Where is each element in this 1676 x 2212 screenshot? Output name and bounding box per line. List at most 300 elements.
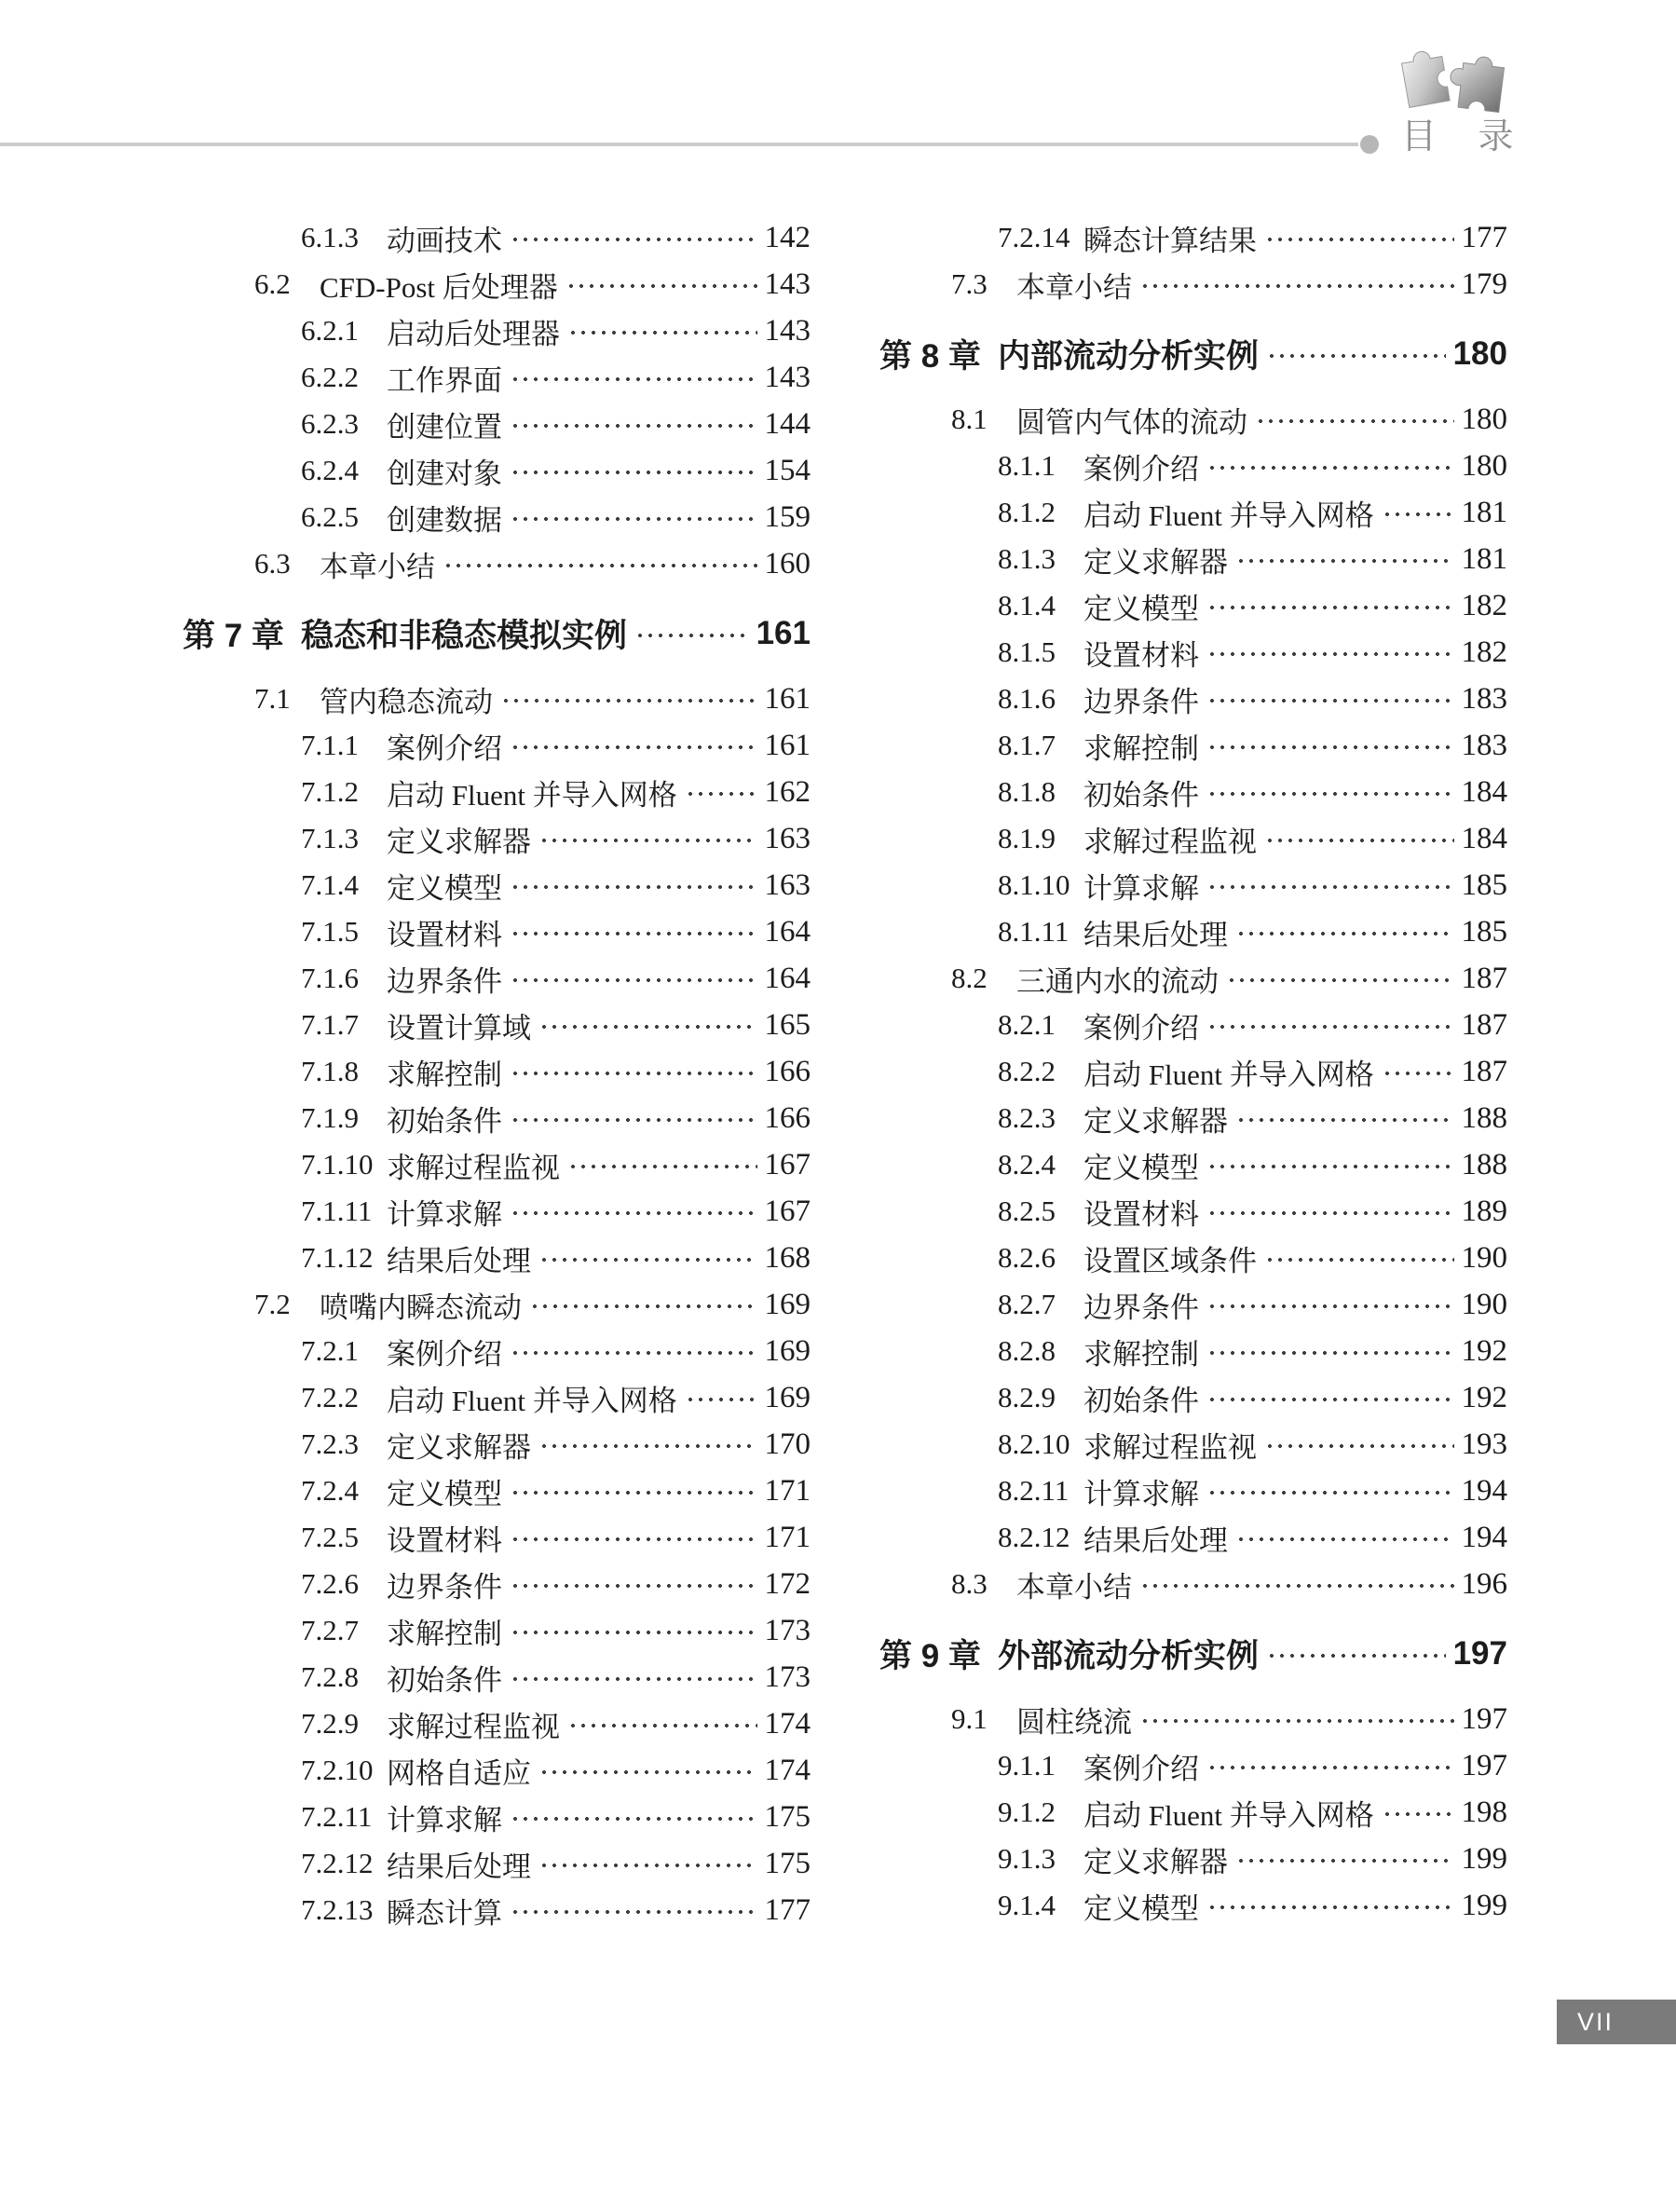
leader-dots [1210, 1766, 1454, 1769]
entry-number: 8.2.11 [998, 1474, 1070, 1507]
entry-number: 9.1.2 [998, 1796, 1056, 1828]
leader-dots [542, 1444, 757, 1448]
entry-page: 169 [764, 1333, 811, 1368]
entry-title: 案例介绍 [1083, 1752, 1199, 1785]
leader-dots [638, 634, 749, 637]
toc-entry [816, 1141, 1507, 1188]
entry-page: 198 [1461, 1795, 1507, 1829]
toc-entry [119, 862, 811, 908]
toc-entry [816, 1789, 1507, 1836]
toc-entry [816, 1281, 1507, 1328]
entry-title: 案例介绍 [1083, 452, 1199, 485]
entry-title: 创建对象 [387, 457, 502, 490]
entry-page: 183 [1461, 681, 1507, 716]
leader-dots [571, 1165, 757, 1168]
entry-title: 初始条件 [387, 1663, 502, 1697]
entry-number: 8.1.4 [998, 589, 1056, 621]
entry-number: 6.2.1 [301, 314, 359, 347]
entry-title: 设置材料 [1083, 1197, 1199, 1231]
entry-title: 三通内水的流动 [1016, 964, 1219, 998]
entry-number: 8.2.4 [998, 1148, 1056, 1181]
leader-dots [1239, 1537, 1454, 1541]
leader-dots [1210, 606, 1454, 609]
toc-entry [816, 769, 1507, 815]
entry-number: 6.2 [254, 267, 291, 300]
entry-page: 143 [764, 313, 811, 348]
entry-number: 7.1.3 [301, 822, 359, 854]
entry-page: 199 [1461, 1888, 1507, 1922]
leader-dots [513, 1817, 757, 1821]
entry-number: 6.2.4 [301, 454, 359, 486]
toc-entry [816, 1048, 1507, 1095]
entry-page: 199 [1461, 1841, 1507, 1876]
leader-dots [1210, 1304, 1454, 1308]
toc-entry [119, 955, 811, 1002]
toc-column-right [816, 0, 1507, 1929]
leader-dots [1210, 1211, 1454, 1215]
entry-title: 求解过程监视 [1083, 825, 1257, 858]
toc-entry [119, 1468, 811, 1514]
toc-entry [119, 214, 811, 261]
toc-entry [119, 815, 811, 862]
entry-page: 174 [764, 1753, 811, 1787]
entry-page: 171 [764, 1520, 811, 1554]
entry-number: 7.1.1 [301, 729, 359, 761]
leader-dots [542, 839, 757, 842]
entry-page: 161 [756, 615, 811, 651]
leader-dots [1210, 1491, 1454, 1495]
leader-dots [688, 792, 757, 796]
toc-entry [119, 1840, 811, 1887]
toc-entry [119, 261, 811, 307]
toc-entry [816, 1742, 1507, 1789]
leader-dots [542, 1258, 757, 1262]
entry-page: 167 [764, 1194, 811, 1228]
entry-title: 求解过程监视 [387, 1151, 560, 1184]
entry-page: 194 [1461, 1520, 1507, 1554]
toc-entry [119, 1794, 811, 1840]
toc-entry [119, 1188, 811, 1235]
entry-number: 9.1 [951, 1702, 988, 1735]
entry-page: 161 [764, 728, 811, 762]
leader-dots [513, 1631, 757, 1634]
entry-title: 设置材料 [387, 1523, 502, 1557]
entry-number: 8.2.5 [998, 1195, 1056, 1227]
entry-page: 182 [1461, 588, 1507, 622]
entry-title: 定义求解器 [1083, 1104, 1228, 1138]
entry-page: 168 [764, 1240, 811, 1275]
entry-page: 175 [764, 1799, 811, 1834]
entry-number: 9.1.4 [998, 1889, 1056, 1921]
entry-title: 计算求解 [387, 1197, 502, 1231]
entry-title: 定义模型 [1083, 592, 1199, 625]
entry-page: 163 [764, 867, 811, 902]
leader-dots [1239, 1118, 1454, 1122]
leader-dots [1210, 885, 1454, 889]
toc-entry [816, 396, 1507, 443]
entry-page: 184 [1461, 774, 1507, 809]
toc-entry [816, 1421, 1507, 1468]
entry-title: 启动 Fluent 并导入网格 [1083, 498, 1374, 532]
entry-page: 177 [764, 1892, 811, 1927]
entry-title: 定义模型 [387, 871, 502, 905]
entry-title: 设置区域条件 [1083, 1244, 1257, 1277]
entry-number: 6.2.3 [301, 407, 359, 440]
leader-dots [513, 1584, 757, 1588]
leader-dots [513, 1910, 757, 1914]
entry-title: 定义求解器 [1083, 1845, 1228, 1878]
entry-title: 创建数据 [387, 503, 502, 537]
toc-entry [816, 955, 1507, 1002]
entry-title: 稳态和非稳态模拟实例 [301, 618, 628, 654]
page-number-badge [1557, 2000, 1676, 2044]
toc-entry [119, 1561, 811, 1607]
entry-number: 7.1.5 [301, 915, 359, 948]
entry-title: 瞬态计算结果 [1083, 224, 1257, 257]
leader-dots [1259, 419, 1454, 423]
leader-dots [1210, 699, 1454, 703]
leader-dots [571, 331, 757, 335]
toc-entry [816, 1328, 1507, 1374]
entry-number: 8.1.3 [998, 542, 1056, 575]
entry-title: 边界条件 [387, 1570, 502, 1604]
leader-dots [1385, 1072, 1454, 1075]
entry-number: 7.2.7 [301, 1614, 359, 1646]
entry-title: 设置材料 [1083, 638, 1199, 672]
entry-page: 182 [1461, 635, 1507, 669]
leader-dots [1210, 1025, 1454, 1029]
toc-entry [816, 536, 1507, 582]
leader-dots [513, 1491, 757, 1495]
leader-dots [513, 1537, 757, 1541]
entry-title: 本章小结 [1016, 270, 1132, 304]
toc-entry [816, 722, 1507, 769]
toc-entry [119, 1421, 811, 1468]
toc-entry [119, 606, 811, 662]
entry-number: 8.2.10 [998, 1427, 1070, 1460]
leader-dots [1385, 1812, 1454, 1816]
toc-entry [816, 1836, 1507, 1882]
toc-entry [119, 401, 811, 447]
entry-title: 边界条件 [1083, 685, 1199, 718]
entry-page: 197 [1452, 1635, 1507, 1672]
entry-page: 169 [764, 1287, 811, 1321]
entry-number: 8.2.2 [998, 1055, 1056, 1087]
leader-dots [1210, 1905, 1454, 1909]
toc-entry [119, 447, 811, 494]
leader-dots [1210, 1351, 1454, 1355]
entry-title: 启动 Fluent 并导入网格 [387, 1384, 677, 1417]
entry-page: 144 [764, 406, 811, 441]
leader-dots [1210, 652, 1454, 656]
toc-entry [119, 354, 811, 401]
entry-page: 190 [1461, 1287, 1507, 1321]
entry-number: 7.2.4 [301, 1474, 359, 1507]
entry-title: 定义模型 [387, 1477, 502, 1510]
entry-title: 动画技术 [387, 224, 502, 257]
entry-title: 喷嘴内瞬态流动 [320, 1290, 522, 1324]
entry-number: 7.2.1 [301, 1334, 359, 1367]
entry-title: 案例介绍 [387, 731, 502, 765]
leader-dots [1239, 559, 1454, 563]
entry-number: 第 7 章 [183, 618, 284, 654]
entry-page: 185 [1461, 867, 1507, 902]
leader-dots [513, 424, 757, 428]
toc-entry [816, 676, 1507, 722]
toc-entry [816, 582, 1507, 629]
entry-page: 169 [764, 1380, 811, 1414]
leader-dots [1268, 839, 1454, 842]
toc-entry [816, 326, 1507, 382]
entry-page: 185 [1461, 914, 1507, 949]
leader-dots [1210, 745, 1454, 749]
entry-page: 180 [1461, 448, 1507, 483]
entry-page: 180 [1461, 402, 1507, 436]
leader-dots [1239, 932, 1454, 935]
leader-dots [513, 1677, 757, 1681]
entry-number: 6.3 [254, 547, 291, 580]
toc-entry [119, 908, 811, 955]
leader-dots [1210, 1165, 1454, 1168]
leader-dots [513, 1211, 757, 1215]
entry-title: 结果后处理 [1083, 1523, 1228, 1557]
leader-dots [533, 1304, 757, 1308]
entry-title: 启动 Fluent 并导入网格 [1083, 1798, 1374, 1832]
entry-number: 7.2.9 [301, 1707, 359, 1740]
entry-title: 圆管内气体的流动 [1016, 405, 1247, 439]
entry-page: 166 [764, 1054, 811, 1088]
entry-title: 计算求解 [1083, 1477, 1199, 1510]
entry-number: 7.1.12 [301, 1241, 374, 1274]
entry-page: 164 [764, 961, 811, 995]
entry-title: 定义模型 [1083, 1891, 1199, 1925]
leader-dots [513, 1118, 757, 1122]
leader-dots [542, 1864, 757, 1867]
entry-title: 定义求解器 [1083, 545, 1228, 579]
entry-number: 7.2.10 [301, 1754, 374, 1786]
entry-number: 8.1.9 [998, 822, 1056, 854]
toc-entry [119, 1002, 811, 1048]
entry-number: 8.2.9 [998, 1381, 1056, 1413]
entry-page: 154 [764, 453, 811, 487]
entry-title: CFD-Post 后处理器 [320, 270, 558, 304]
entry-page: 188 [1461, 1147, 1507, 1181]
entry-page: 167 [764, 1147, 811, 1181]
toc-entry [816, 1514, 1507, 1561]
entry-number: 8.1.5 [998, 635, 1056, 668]
entry-page: 197 [1461, 1701, 1507, 1736]
toc-entry [119, 1141, 811, 1188]
entry-title: 管内稳态流动 [320, 685, 493, 718]
entry-page: 143 [764, 266, 811, 301]
entry-number: 8.1.6 [998, 682, 1056, 715]
toc-entry [119, 1281, 811, 1328]
leader-dots [542, 1025, 757, 1029]
entry-number: 9.1.3 [998, 1842, 1056, 1875]
entry-page: 170 [764, 1427, 811, 1461]
entry-page: 183 [1461, 728, 1507, 762]
leader-dots [1385, 512, 1454, 516]
leader-dots [542, 1770, 757, 1774]
entry-number: 7.2 [254, 1288, 291, 1320]
entry-page: 188 [1461, 1100, 1507, 1135]
entry-title: 定义求解器 [387, 825, 531, 858]
leader-dots [569, 284, 757, 288]
entry-page: 181 [1461, 495, 1507, 529]
entry-page: 192 [1461, 1380, 1507, 1414]
leader-dots [1210, 1398, 1454, 1401]
entry-page: 173 [764, 1659, 811, 1694]
toc-entry [119, 540, 811, 587]
entry-page: 159 [764, 499, 811, 534]
toc-entry [119, 722, 811, 769]
toc-entry [816, 1002, 1507, 1048]
entry-number: 7.2.3 [301, 1427, 359, 1460]
entry-page: 192 [1461, 1333, 1507, 1368]
leader-dots [1268, 238, 1454, 241]
entry-title: 初始条件 [1083, 778, 1199, 812]
entry-number: 8.2 [951, 962, 988, 994]
entry-page: 160 [764, 546, 811, 580]
entry-title: 求解过程监视 [1083, 1430, 1257, 1464]
toc-entry [119, 1328, 811, 1374]
leader-dots [1270, 1654, 1446, 1658]
entry-title: 初始条件 [1083, 1384, 1199, 1417]
entry-page: 194 [1461, 1473, 1507, 1508]
entry-title: 求解过程监视 [387, 1710, 560, 1743]
entry-title: 本章小结 [320, 550, 435, 583]
entry-number: 7.1.7 [301, 1008, 359, 1041]
entry-page: 165 [764, 1007, 811, 1042]
toc-entry [816, 489, 1507, 536]
entry-title: 设置计算域 [387, 1011, 531, 1045]
entry-title: 案例介绍 [387, 1337, 502, 1371]
entry-number: 8.1.11 [998, 915, 1070, 948]
entry-number: 7.2.12 [301, 1847, 374, 1879]
toc-entry [816, 815, 1507, 862]
page-title: 目 录 [1401, 117, 1514, 157]
toc-entry [119, 494, 811, 540]
toc-entry [119, 1607, 811, 1654]
entry-number: 8.2.1 [998, 1008, 1056, 1041]
toc-entry [816, 1468, 1507, 1514]
entry-number: 7.1.8 [301, 1055, 359, 1087]
entry-page: 143 [764, 360, 811, 394]
entry-title: 边界条件 [387, 964, 502, 998]
leader-dots [1143, 1584, 1454, 1588]
toc-entry [119, 1048, 811, 1095]
toc-entry [119, 1514, 811, 1561]
entry-page: 166 [764, 1100, 811, 1135]
leader-dots [1239, 1859, 1454, 1863]
entry-page: 197 [1461, 1748, 1507, 1782]
entry-page: 187 [1461, 1054, 1507, 1088]
entry-number: 第 8 章 [879, 338, 981, 375]
toc-entry [119, 1235, 811, 1281]
entry-page: 181 [1461, 541, 1507, 576]
entry-title: 求解控制 [1083, 731, 1199, 765]
toc-entry [816, 1626, 1507, 1682]
entry-number: 8.2.8 [998, 1334, 1056, 1367]
entry-page: 142 [764, 220, 811, 254]
entry-page: 174 [764, 1706, 811, 1741]
entry-number: 8.2.12 [998, 1521, 1070, 1553]
entry-number: 8.1.1 [998, 449, 1056, 482]
entry-page: 172 [764, 1566, 811, 1601]
entry-number: 8.1.8 [998, 775, 1056, 808]
leader-dots [513, 238, 757, 241]
leader-dots [513, 885, 757, 889]
entry-page: 189 [1461, 1194, 1507, 1228]
toc-entry [816, 261, 1507, 307]
toc-entry [816, 443, 1507, 489]
leader-dots [1230, 978, 1454, 982]
entry-title: 结果后处理 [1083, 918, 1228, 951]
toc-entry [119, 1700, 811, 1747]
entry-number: 7.1.10 [301, 1148, 374, 1181]
leader-dots [1268, 1444, 1454, 1448]
leader-dots [446, 564, 757, 567]
entry-title: 网格自适应 [387, 1756, 531, 1790]
toc-entry [119, 1747, 811, 1794]
leader-dots [1143, 284, 1454, 288]
toc-entry [119, 1374, 811, 1421]
entry-page: 187 [1461, 1007, 1507, 1042]
toc-entry [816, 908, 1507, 955]
entry-title: 案例介绍 [1083, 1011, 1199, 1045]
entry-page: 184 [1461, 821, 1507, 855]
entry-number: 7.2.8 [301, 1660, 359, 1693]
entry-title: 计算求解 [1083, 871, 1199, 905]
leader-dots [513, 978, 757, 982]
leader-dots [1143, 1719, 1454, 1723]
entry-page: 175 [764, 1846, 811, 1880]
entry-number: 7.1.6 [301, 962, 359, 994]
entry-number: 7.1.9 [301, 1101, 359, 1134]
leader-dots [504, 699, 757, 703]
toc-entry [816, 1561, 1507, 1607]
page-number: VII [1577, 2007, 1615, 2036]
entry-title: 求解控制 [1083, 1337, 1199, 1371]
entry-title: 启动 Fluent 并导入网格 [1083, 1058, 1374, 1091]
entry-number: 7.2.14 [998, 221, 1070, 253]
entry-page: 177 [1461, 220, 1507, 254]
toc-entry [816, 214, 1507, 261]
entry-page: 190 [1461, 1240, 1507, 1275]
toc-entry [816, 1235, 1507, 1281]
entry-page: 164 [764, 914, 811, 949]
entry-number: 7.1.11 [301, 1195, 373, 1227]
entry-page: 196 [1461, 1566, 1507, 1601]
toc-entry [119, 1887, 811, 1933]
leader-dots [513, 377, 757, 381]
leader-dots [1210, 792, 1454, 796]
entry-page: 161 [764, 681, 811, 716]
entry-title: 设置材料 [387, 918, 502, 951]
entry-page: 163 [764, 821, 811, 855]
entry-number: 8.1 [951, 403, 988, 435]
entry-title: 结果后处理 [387, 1850, 531, 1883]
toc-entry [119, 1654, 811, 1700]
entry-title: 工作界面 [387, 363, 502, 397]
entry-number: 6.2.5 [301, 500, 359, 533]
entry-number: 7.1 [254, 682, 291, 715]
entry-number: 7.1.2 [301, 775, 359, 808]
entry-title: 结果后处理 [387, 1244, 531, 1277]
entry-title: 求解控制 [387, 1617, 502, 1650]
toc-entry [816, 1374, 1507, 1421]
entry-number: 7.2.5 [301, 1521, 359, 1553]
